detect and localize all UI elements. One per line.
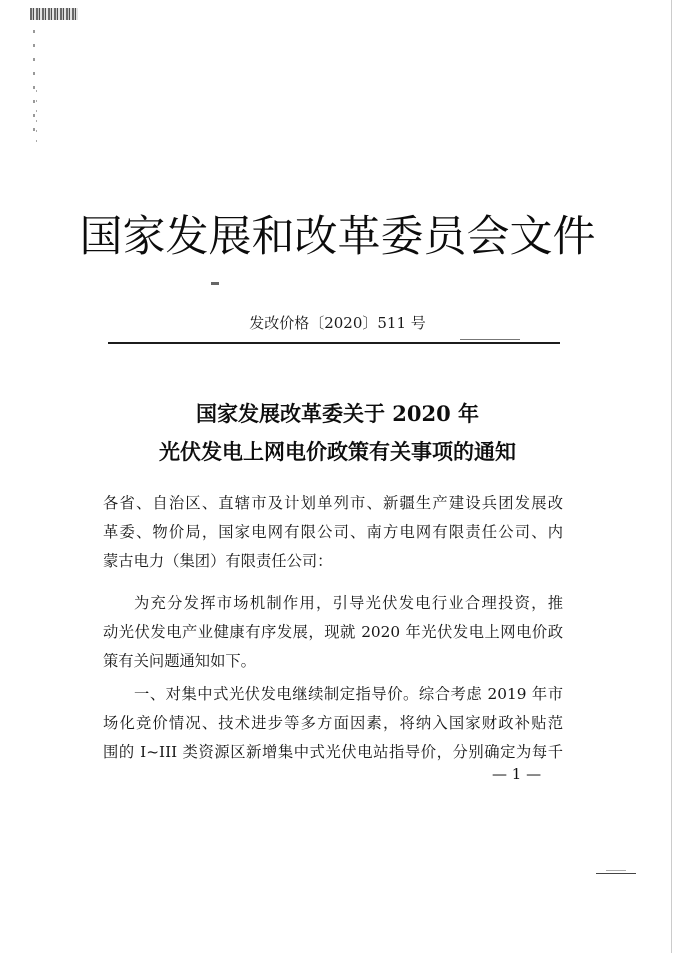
recipients-line-1: 各省、自治区、直辖市及计划单列市、新疆生产建设兵团发展改: [103, 494, 563, 512]
masthead-title: 国家发展和改革委员会文件: [79, 212, 596, 262]
intro-paragraph-first-line: [134, 589, 563, 618]
recipients-line-3: 蒙古电力（集团）有限责任公司：: [103, 552, 333, 570]
page-number: — 1 —: [492, 765, 542, 783]
intro-paragraph: [103, 618, 563, 676]
intro-line-1: 为充分发挥市场机制作用，引导光伏发电行业合理投资，推: [134, 594, 563, 612]
scan-artifact-left-secondary: [36, 90, 37, 150]
section-1-line-2: 场化竞价情况、技术进步等多方面因素，将纳入国家财政补贴范: [103, 714, 563, 732]
section-1-line-3: 围的 I~III 类资源区新增集中式光伏电站指导价，分别确定为每千: [103, 743, 563, 761]
document-number: 发改价格〔2020〕511 号: [249, 314, 426, 332]
section-1-paragraph: [103, 709, 563, 767]
scan-artifact-top: [30, 8, 78, 20]
intro-line-2: 动光伏发电产业健康有序发展，现就 2020 年光伏发电上网电价政: [103, 623, 563, 641]
scan-artifact-dot: [211, 282, 219, 285]
scan-artifact-bottom: [596, 873, 636, 874]
recipients-line-2: 革委、物价局，国家电网有限公司、南方电网有限责任公司、内: [103, 523, 563, 541]
section-1-first-line: [134, 680, 563, 709]
notice-title-line-1: 国家发展改革委关于 2020 年: [195, 401, 480, 426]
page-edge: [671, 0, 672, 953]
notice-title-line-2: 光伏发电上网电价政策有关事项的通知: [159, 439, 516, 464]
header-divider-secondary: [460, 339, 520, 340]
intro-line-3: 策有关问题通知如下。: [103, 652, 256, 670]
scan-artifact-left: [33, 30, 35, 140]
section-1-line-1: 一、对集中式光伏发电继续制定指导价。综合考虑 2019 年市: [134, 685, 563, 703]
header-divider: [108, 342, 560, 344]
scan-artifact-bottom-secondary: [606, 870, 626, 871]
recipients-paragraph: [103, 489, 563, 576]
